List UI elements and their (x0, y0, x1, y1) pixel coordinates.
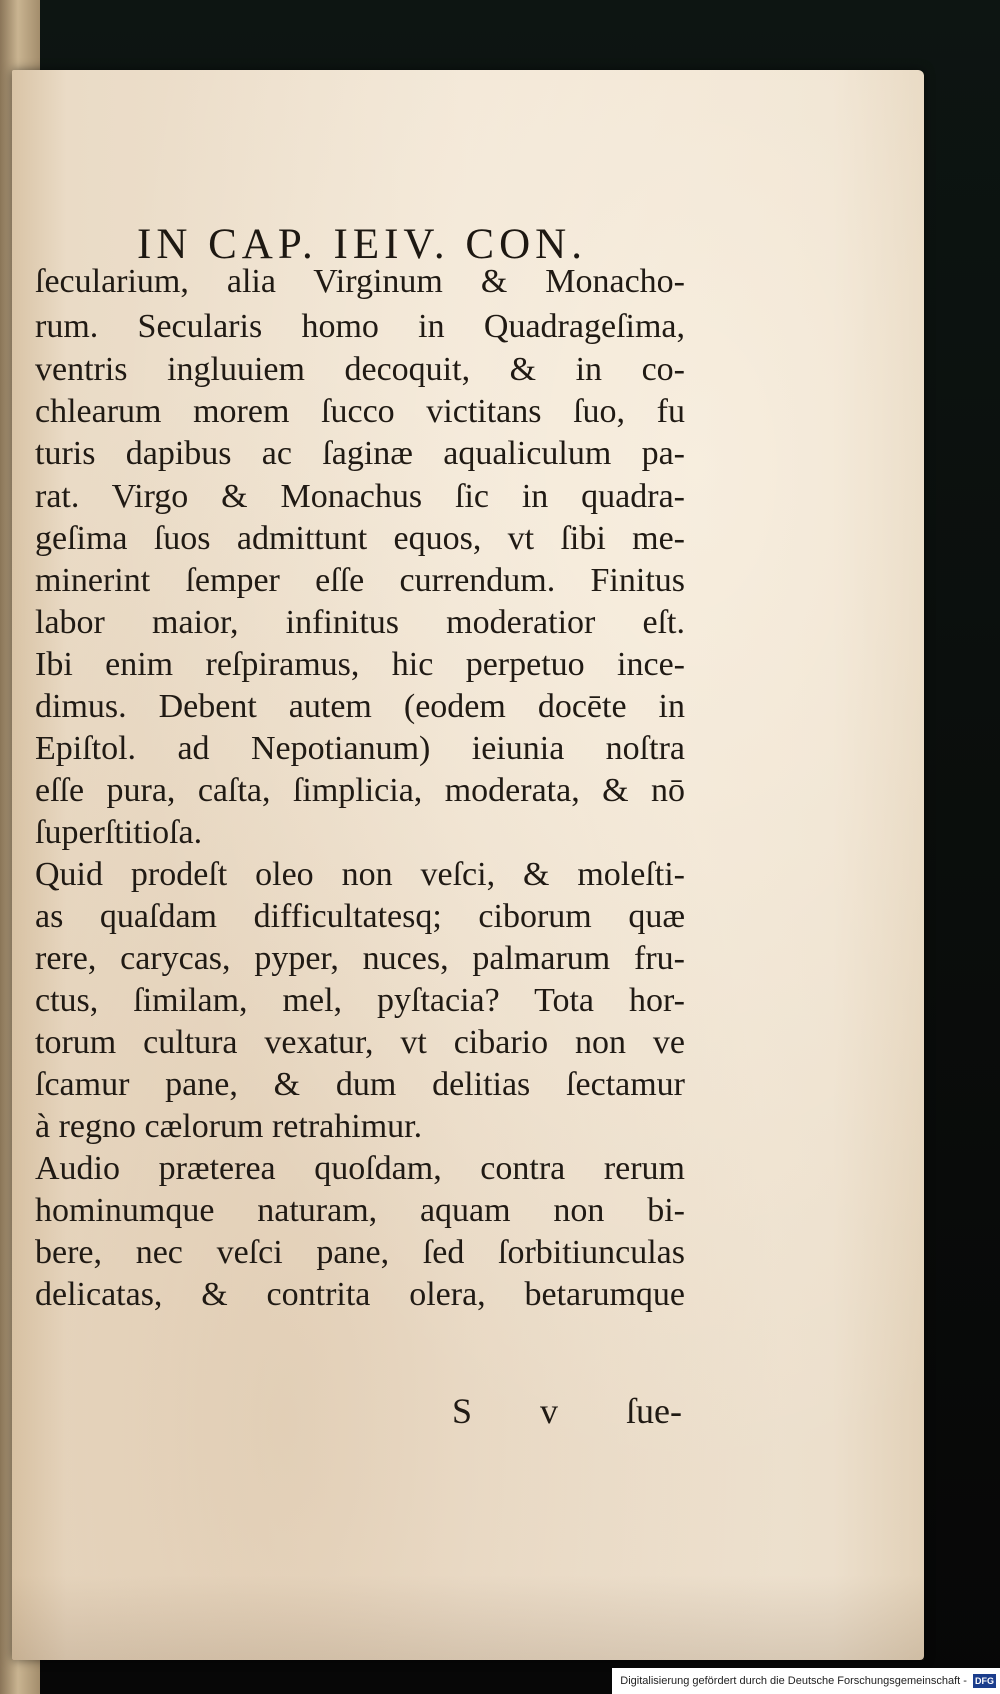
digitization-credit (612, 1668, 1000, 1694)
catchword-line (452, 1390, 682, 1432)
text-line: ſecularium, alia Virginum & Monacho- (35, 263, 685, 300)
text-line: labor maior, infinitus moderatior eſt. (35, 604, 685, 641)
text-line: minerint ſemper eſſe currendum. Finitus (35, 562, 685, 599)
text-line: Audio præterea quoſdam, contra rerum (35, 1150, 685, 1187)
text-line: as quaſdam difficultatesq; ciborum quæ (35, 898, 685, 935)
text-line: dimus. Debent autem (eodem docēte in (35, 688, 685, 725)
text-line: chlearum morem ſucco victitans ſuo, fu (35, 393, 685, 430)
text-line: ſuperſtitioſa. (35, 814, 203, 851)
running-head: IN CAP. IEIV. CON. (137, 221, 587, 268)
text-line: rere, carycas, pyper, nuces, palmarum fru- (35, 940, 685, 977)
signature-numeral: v (540, 1391, 559, 1431)
text-line: ventris ingluuiem decoquit, & in co- (35, 351, 685, 388)
text-line: turis dapibus ac ſaginæ aqualiculum pa- (35, 435, 685, 472)
text-line: eſſe pura, caſta, ſimplicia, moderata, & nō (35, 772, 685, 809)
text-line: bere, nec veſci pane, ſed ſorbitiunculas (35, 1234, 685, 1271)
signature-mark: S (452, 1391, 473, 1431)
text-line: Ibi enim reſpiramus, hic perpetuo ince- (35, 646, 685, 683)
text-line: delicatas, & contrita olera, betarumque (35, 1276, 685, 1313)
text-line: hominumque naturam, aquam non bi- (35, 1192, 685, 1229)
text-line: ſcamur pane, & dum delitias ſectamur (35, 1066, 685, 1103)
catchword: ſue- (626, 1391, 682, 1431)
text-line: geſima ſuos admittunt equos, vt ſibi me- (35, 520, 685, 557)
text-line: torum cultura vexatur, vt cibario non ve (35, 1024, 685, 1061)
book-page (12, 70, 924, 1660)
text-line: Quid prodeſt oleo non veſci, & moleſti- (35, 856, 685, 893)
text-line: à regno cælorum retrahimur. (35, 1108, 423, 1145)
text-line: rat. Virgo & Monachus ſic in quadra- (35, 478, 685, 515)
text-line: Epiſtol. ad Nepotianum) ieiunia noſtra (35, 730, 685, 767)
text-line: ctus, ſimilam, mel, pyſtacia? Tota hor- (35, 982, 685, 1019)
dfg-logo: DFG (975, 1676, 994, 1687)
credit-text: Digitalisierung gefördert durch die Deutsche Forschungsgemeinschaft - (620, 1675, 967, 1687)
text-line: rum. Secularis homo in Quadrageſima, (35, 308, 685, 345)
page-bottom-edge (12, 1575, 924, 1660)
